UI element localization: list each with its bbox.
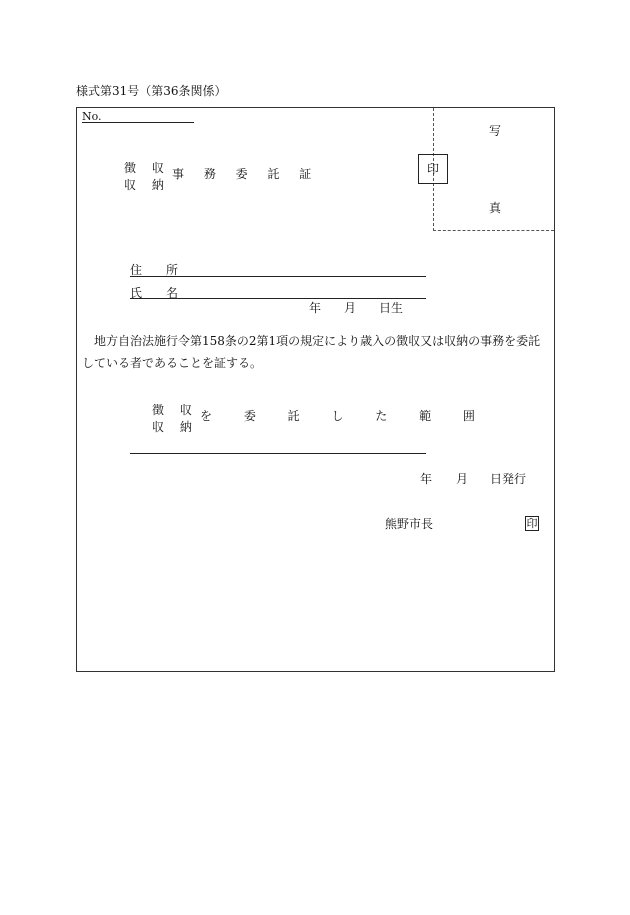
scope-stacked-top: 徴 収	[152, 403, 198, 417]
name-label: 氏 名	[130, 286, 179, 300]
seal-box	[418, 154, 448, 184]
title-stacked-bottom: 収 納	[124, 178, 170, 192]
issuer-title: 熊野市長	[385, 517, 434, 531]
seal-label: 印	[426, 162, 439, 176]
photo-label-bottom: 真	[489, 201, 502, 215]
birth-year-label: 年	[309, 301, 322, 315]
certification-statement: 地方自治法施行令第158条の2第1項の規定により歳入の徴収又は収納の事務を委託している者であることを証する。	[82, 334, 541, 370]
issuer-seal-label: 印	[526, 517, 538, 530]
issue-month-label: 月	[456, 472, 469, 486]
scope-stacked	[152, 402, 198, 436]
issue-year-label: 年	[420, 472, 433, 486]
scope-line	[130, 453, 426, 454]
serial-number-line	[82, 122, 194, 123]
title-stacked-top: 徴 収	[124, 161, 170, 175]
issuer-seal	[525, 516, 539, 531]
scope-label: を 委 託 し た 範 囲	[200, 409, 489, 423]
serial-number-label: No.	[82, 110, 102, 123]
title-stacked	[124, 160, 170, 194]
name-line	[130, 298, 426, 299]
scope-stacked-bottom: 収 納	[152, 420, 198, 434]
issue-day-label: 日発行	[490, 472, 527, 486]
form-number: 様式第31号（第36条関係）	[76, 84, 227, 98]
address-label: 住 所	[130, 263, 179, 277]
photo-label-top: 写	[489, 124, 502, 138]
birth-month-label: 月	[344, 301, 357, 315]
birth-day-label: 日生	[379, 301, 404, 315]
address-line	[130, 276, 426, 277]
certificate-title: 事 務 委 託 証	[172, 167, 320, 181]
